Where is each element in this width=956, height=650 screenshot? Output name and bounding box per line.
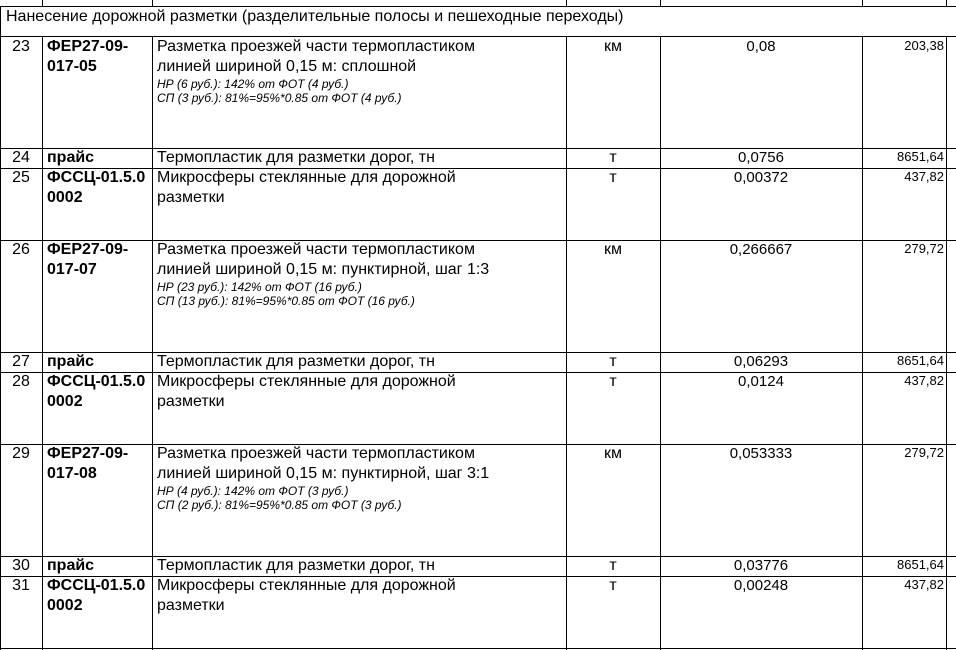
row-number: 26 (12, 241, 30, 258)
rate-code-line: ФССЦ-01.5.0 (47, 169, 146, 186)
overhead-note: НР (4 руб.): 142% от ФОТ (3 руб.) (157, 484, 349, 498)
unit-of-measure: км (604, 445, 622, 462)
rate-code (47, 372, 151, 412)
quantity: 0,00372 (733, 169, 789, 186)
rate-code-line: прайс (47, 353, 95, 370)
rate-code-line: ФЕР27-09- (47, 241, 129, 258)
rate-code-line: 017-07 (47, 261, 97, 278)
overhead-note: НР (6 руб.): 142% от ФОТ (4 руб.) (157, 77, 349, 91)
description-line: разметки (157, 393, 225, 410)
table-row (0, 444, 956, 556)
row-number: 27 (12, 353, 30, 370)
rate-code (47, 148, 151, 168)
unit-of-measure: т (609, 149, 617, 166)
unit-price: 279,72 (904, 445, 944, 460)
rate-code (47, 352, 151, 372)
rate-code-line: 0002 (47, 189, 83, 206)
table-row (0, 37, 956, 148)
quantity: 0,03776 (733, 557, 789, 574)
description-line: линией шириной 0,15 м: пунктирной, шаг 3:1 (157, 465, 490, 482)
rate-code (47, 556, 151, 576)
rate-code-line: ФССЦ-01.5.0 (47, 373, 146, 390)
overhead-note: НР (23 руб.): 142% от ФОТ (16 руб.) (157, 280, 362, 294)
work-description (157, 168, 562, 208)
unit-price: 437,82 (904, 373, 944, 388)
unit-price: 8651,64 (897, 353, 944, 368)
work-description (157, 444, 562, 512)
grid-hline (0, 648, 956, 649)
overhead-note: СП (3 руб.): 81%=95%*0.85 от ФОТ (4 руб.) (157, 91, 402, 105)
row-number: 29 (12, 445, 30, 462)
description-line: Разметка проезжей части термопластиком (157, 241, 475, 258)
rate-code (47, 576, 151, 616)
description-line: Термопластик для разметки дорог, тн (157, 353, 435, 370)
description-line: Микросферы стеклянные для дорожной (157, 169, 456, 186)
table-row (0, 576, 956, 648)
quantity: 0,00248 (733, 577, 789, 594)
work-description (157, 576, 562, 616)
description-line: Термопластик для разметки дорог, тн (157, 557, 435, 574)
row-number: 28 (12, 373, 30, 390)
unit-price: 279,72 (904, 241, 944, 256)
rate-code-line: прайс (47, 149, 95, 166)
rate-code (47, 168, 151, 208)
overhead-note: СП (13 руб.): 81%=95%*0.85 от ФОТ (16 руб.) (157, 294, 415, 308)
section-title: Нанесение дорожной разметки (разделительные полосы и пешеходные переходы) (6, 8, 624, 25)
table-row (0, 240, 956, 352)
rate-code-line: 0002 (47, 597, 83, 614)
table-row (0, 168, 956, 240)
quantity: 0,0756 (738, 149, 784, 166)
work-description (157, 352, 562, 372)
quantity: 0,053333 (729, 445, 793, 462)
rate-code (47, 444, 151, 484)
quantity: 0,06293 (733, 353, 789, 370)
table-row (0, 372, 956, 444)
unit-of-measure: км (604, 241, 622, 258)
description-line: Микросферы стеклянные для дорожной (157, 577, 456, 594)
description-line: Термопластик для разметки дорог, тн (157, 149, 435, 166)
unit-of-measure: т (609, 373, 617, 390)
rate-code-line: 0002 (47, 393, 83, 410)
unit-price: 203,38 (904, 38, 944, 53)
row-number: 23 (12, 38, 30, 55)
work-description (157, 556, 562, 576)
table-row (0, 556, 956, 576)
quantity: 0,0124 (738, 373, 784, 390)
unit-of-measure: т (609, 353, 617, 370)
quantity: 0,08 (746, 38, 776, 55)
unit-of-measure: т (609, 169, 617, 186)
description-line: Разметка проезжей части термопластиком (157, 38, 475, 55)
row-number: 25 (12, 169, 30, 186)
description-line: линией шириной 0,15 м: сплошной (157, 58, 417, 75)
unit-of-measure: т (609, 557, 617, 574)
rate-code (47, 240, 151, 280)
unit-price: 8651,64 (897, 149, 944, 164)
work-description (157, 148, 562, 168)
work-description (157, 37, 562, 105)
rate-code-line: ФЕР27-09- (47, 38, 129, 55)
work-description (157, 240, 562, 308)
row-number: 30 (12, 557, 30, 574)
row-number: 31 (12, 577, 30, 594)
overhead-note: СП (2 руб.): 81%=95%*0.85 от ФОТ (3 руб.) (157, 498, 402, 512)
unit-of-measure: т (609, 577, 617, 594)
description-line: разметки (157, 189, 225, 206)
table-row (0, 352, 956, 372)
rate-code-line: ФЕР27-09- (47, 445, 129, 462)
description-line: Разметка проезжей части термопластиком (157, 445, 475, 462)
unit-price: 437,82 (904, 169, 944, 184)
rate-code-line: 017-08 (47, 465, 97, 482)
rate-code-line: 017-05 (47, 58, 97, 75)
table-row (0, 148, 956, 168)
rate-code-line: прайс (47, 557, 95, 574)
description-line: Микросферы стеклянные для дорожной (157, 373, 456, 390)
row-number: 24 (12, 149, 30, 166)
rate-code (47, 37, 151, 77)
quantity: 0,266667 (729, 241, 793, 258)
work-description (157, 372, 562, 412)
description-line: разметки (157, 597, 225, 614)
unit-price: 437,82 (904, 577, 944, 592)
rate-code-line: ФССЦ-01.5.0 (47, 577, 146, 594)
grid-hline (0, 6, 956, 7)
unit-of-measure: км (604, 38, 622, 55)
unit-price: 8651,64 (897, 557, 944, 572)
description-line: линией шириной 0,15 м: пунктирной, шаг 1:3 (157, 261, 490, 278)
